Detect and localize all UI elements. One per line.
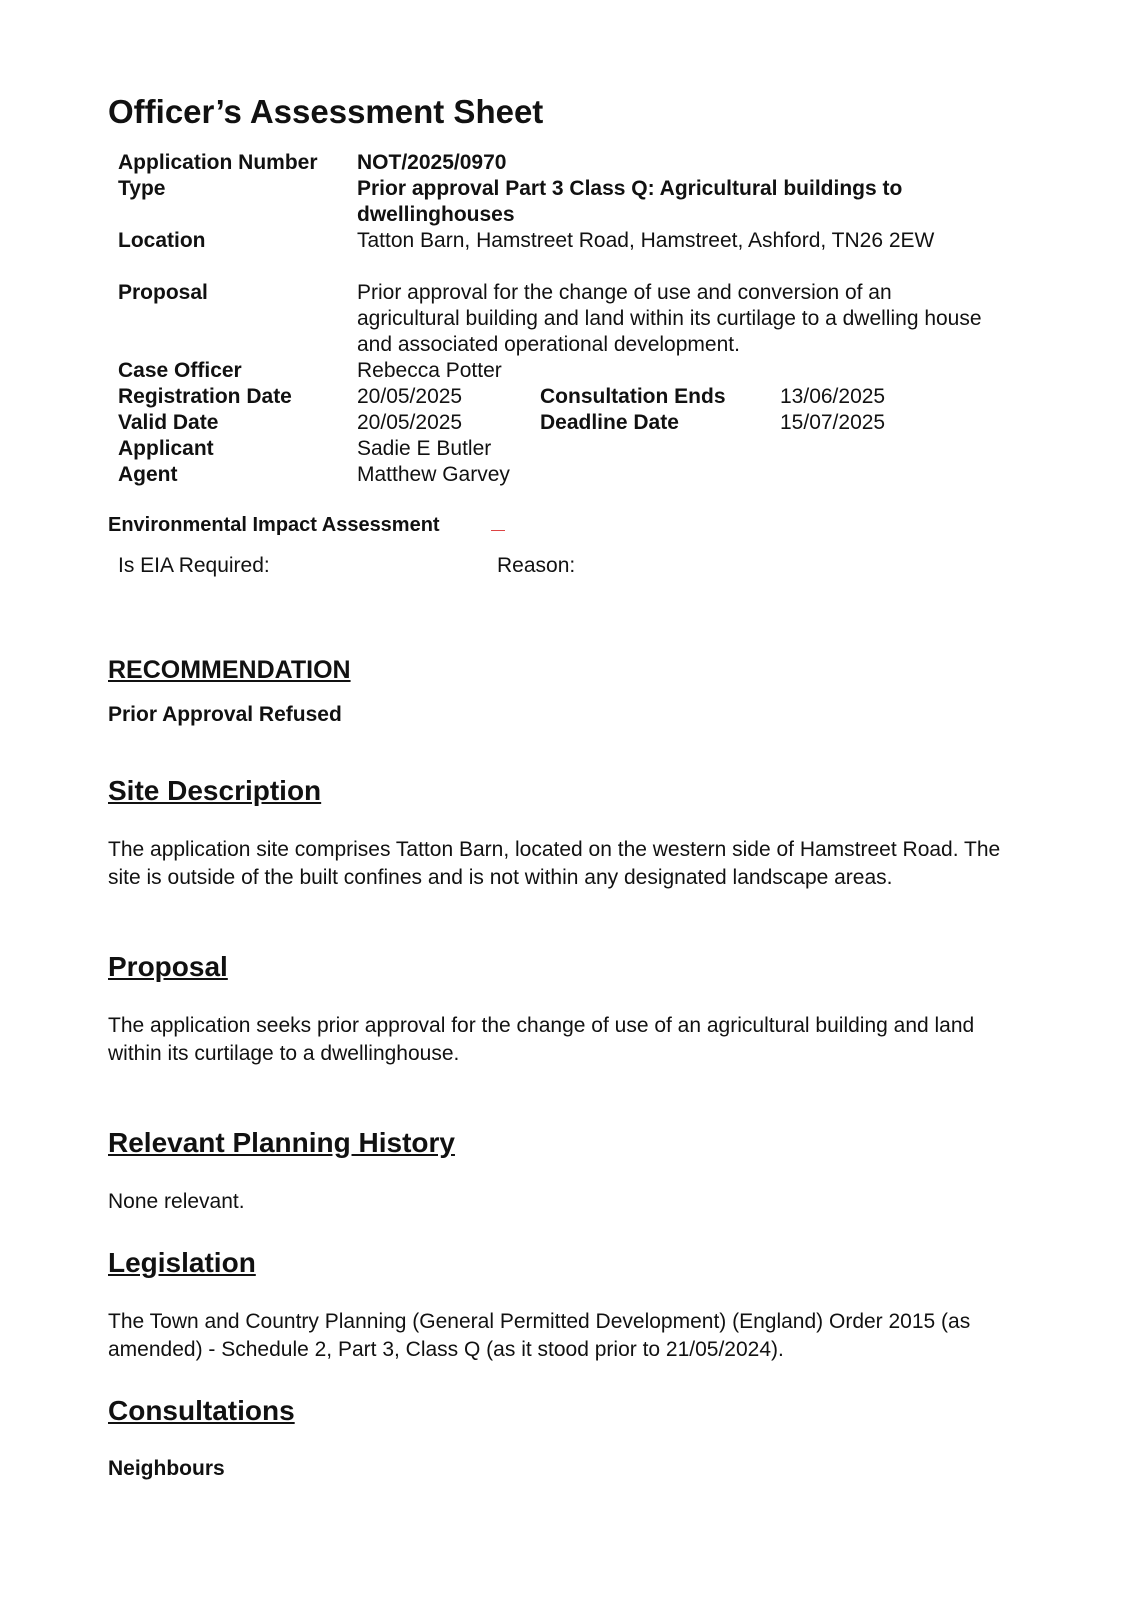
site-description-text: The application site comprises Tatton Barn, located on the western side of Hamstreet Road. The site is outside of the built confines and is not within any designated landscape areas.	[108, 838, 1001, 889]
eia-required-label: Is EIA Required:	[118, 554, 270, 577]
legislation-heading: Legislation	[108, 1247, 256, 1278]
proposal-value: Prior approval for the change of use and conversion of an agricultural building and land within its curtilage to a dwelling house and associated operational development.	[357, 281, 982, 356]
eia-heading: Environmental Impact Assessment	[108, 514, 440, 536]
neighbours-subheading: Neighbours	[108, 1457, 225, 1480]
agent-label: Agent	[118, 463, 178, 486]
type-label: Type	[118, 177, 166, 200]
planning-history-text: None relevant.	[108, 1190, 245, 1213]
deadline-date-label: Deadline Date	[540, 411, 679, 434]
deadline-date-value: 15/07/2025	[780, 411, 886, 434]
eia-marker	[491, 530, 505, 531]
consultation-ends-label: Consultation Ends	[540, 385, 726, 408]
proposal-label: Proposal	[118, 281, 208, 304]
case-officer-value: Rebecca Potter	[357, 359, 502, 382]
applicant-value: Sadie E Butler	[357, 437, 492, 460]
consultations-heading: Consultations	[108, 1395, 295, 1426]
type-value: Prior approval Part 3 Class Q: Agricultural buildings to dwellinghouses	[357, 177, 903, 226]
eia-reason-label: Reason:	[497, 554, 576, 577]
agent-value: Matthew Garvey	[357, 463, 510, 486]
proposal-text: The application seeks prior approval for the change of use of an agricultural building and land within its curtilage to a dwellinghouse.	[108, 1014, 975, 1065]
case-officer-label: Case Officer	[118, 359, 242, 382]
application-number-value: NOT/2025/0970	[357, 151, 507, 174]
recommendation-value: Prior Approval Refused	[108, 703, 342, 726]
applicant-label: Applicant	[118, 437, 214, 460]
application-number-label: Application Number	[118, 151, 318, 174]
legislation-text: The Town and Country Planning (General Permitted Development) (England) Order 2015 (as amended) - Schedule 2, Part 3, Class Q (as it stood prior to 21/05/2024).	[108, 1310, 971, 1361]
location-value: Tatton Barn, Hamstreet Road, Hamstreet, Ashford, TN26 2EW	[357, 229, 935, 252]
valid-date-value: 20/05/2025	[357, 411, 463, 434]
valid-date-label: Valid Date	[118, 411, 219, 434]
site-description-heading: Site Description	[108, 775, 322, 806]
planning-history-heading: Relevant Planning History	[108, 1127, 455, 1158]
page-title: Officer’s Assessment Sheet	[108, 93, 544, 130]
proposal-heading: Proposal	[108, 951, 228, 982]
registration-date-value: 20/05/2025	[357, 385, 463, 408]
consultation-ends-value: 13/06/2025	[780, 385, 886, 408]
recommendation-heading: RECOMMENDATION	[108, 656, 351, 684]
registration-date-label: Registration Date	[118, 385, 292, 408]
location-label: Location	[118, 229, 206, 252]
